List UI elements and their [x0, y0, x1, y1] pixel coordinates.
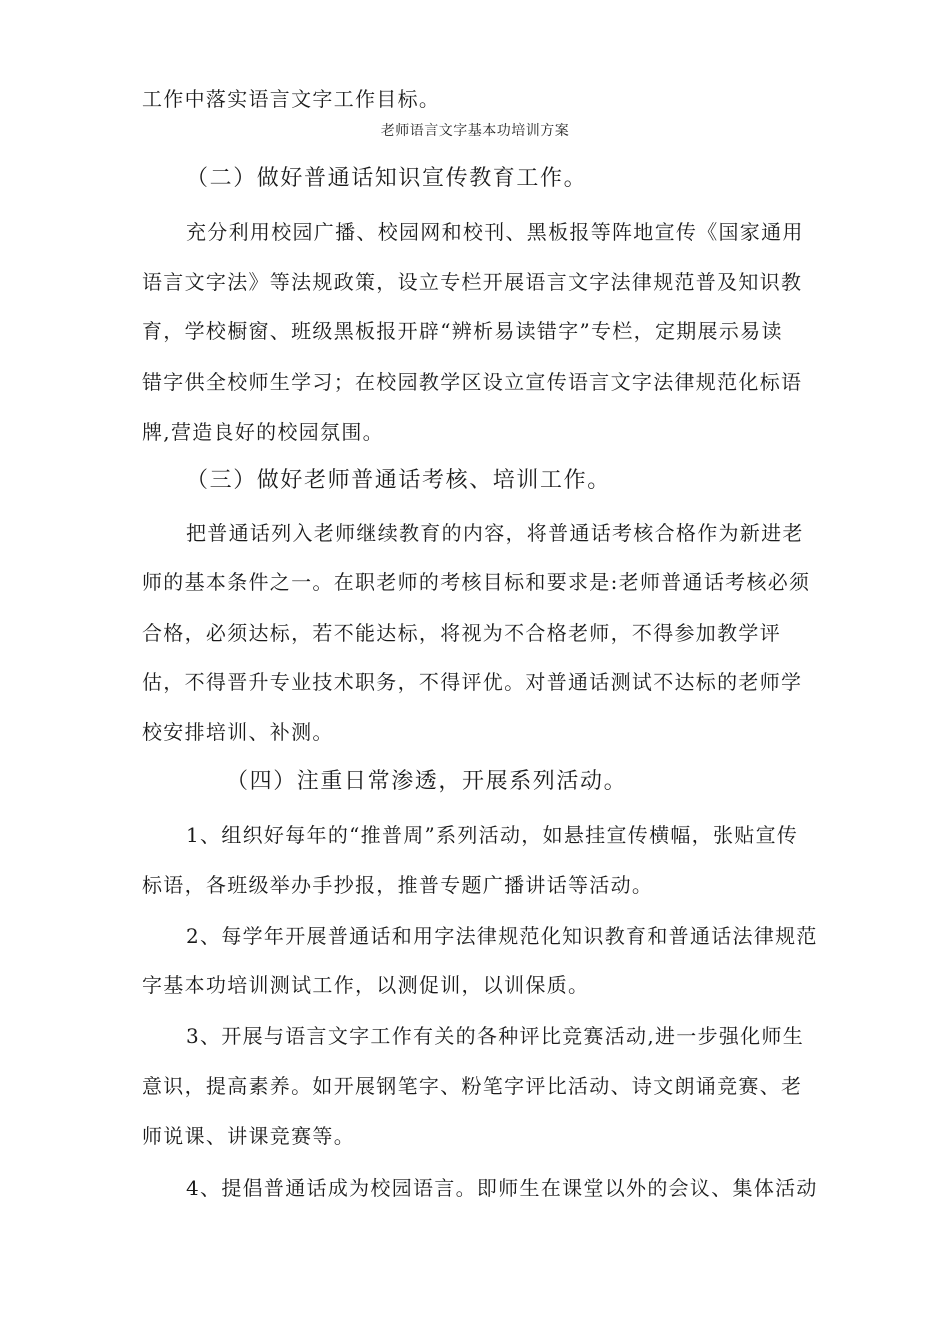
body-line: 合格，必须达标，若不能达标，将视为不合格老师，不得参加教学评 [142, 621, 781, 645]
body-line: 错字供全校师生学习；在校园教学区设立宣传语言文字法律规范化标语 [142, 370, 803, 394]
body-line: 牌,营造良好的校园氛围。 [142, 420, 384, 444]
body-line: 意识，提高素养。如开展钢笔字、粉笔字评比活动、诗文朗诵竞赛、老 [142, 1074, 803, 1098]
body-line: 育，学校橱窗、班级黑板报开辟“辨析易读错字”专栏，定期展示易读 [142, 319, 783, 343]
list-item-2: 2、每学年开展普通话和用字法律规范化知识教育和普通话法律规范 [186, 924, 818, 948]
body-line: 师的基本条件之一。在职老师的考核目标和要求是:老师普通话考核必须 [142, 570, 811, 594]
body-line: 估，不得晋升专业技术职务，不得评优。对普通话测试不达标的老师学 [142, 670, 803, 694]
body-line: 师说课、讲课竞赛等。 [142, 1124, 355, 1148]
body-line: 充分利用校园广播、校园网和校刊、黑板报等阵地宣传《国家通用 [186, 220, 804, 244]
body-line: 工作中落实语言文字工作目标。 [142, 87, 441, 111]
list-item-1: 1、组织好每年的“推普周”系列活动，如悬挂宣传横幅，张贴宣传 [186, 823, 799, 847]
list-item-3: 3、开展与语言文字工作有关的各种评比竞赛活动,进一步强化师生 [186, 1024, 805, 1048]
body-line: 校安排培训、补测。 [142, 720, 334, 744]
section-heading-2: （二）做好普通话知识宣传教育工作。 [186, 166, 588, 191]
body-line: 字基本功培训测试工作，以测促训，以训保质。 [142, 973, 590, 997]
body-line: 标语，各班级举办手抄报，推普专题广播讲话等活动。 [142, 873, 654, 897]
body-line: 把普通话列入老师继续教育的内容，将普通话考核合格作为新进老 [186, 521, 804, 545]
running-title: 老师语言文字基本功培训方案 [380, 123, 570, 139]
section-heading-3: （三）做好老师普通话考核、培训工作。 [186, 468, 611, 493]
section-heading-4: （四）注重日常渗透，开展系列活动。 [226, 769, 628, 794]
body-line: 语言文字法》等法规政策，设立专栏开展语言文字法律规范普及知识教 [142, 270, 803, 294]
list-item-4: 4、提倡普通话成为校园语言。即师生在课堂以外的会议、集体活动 [186, 1176, 818, 1200]
